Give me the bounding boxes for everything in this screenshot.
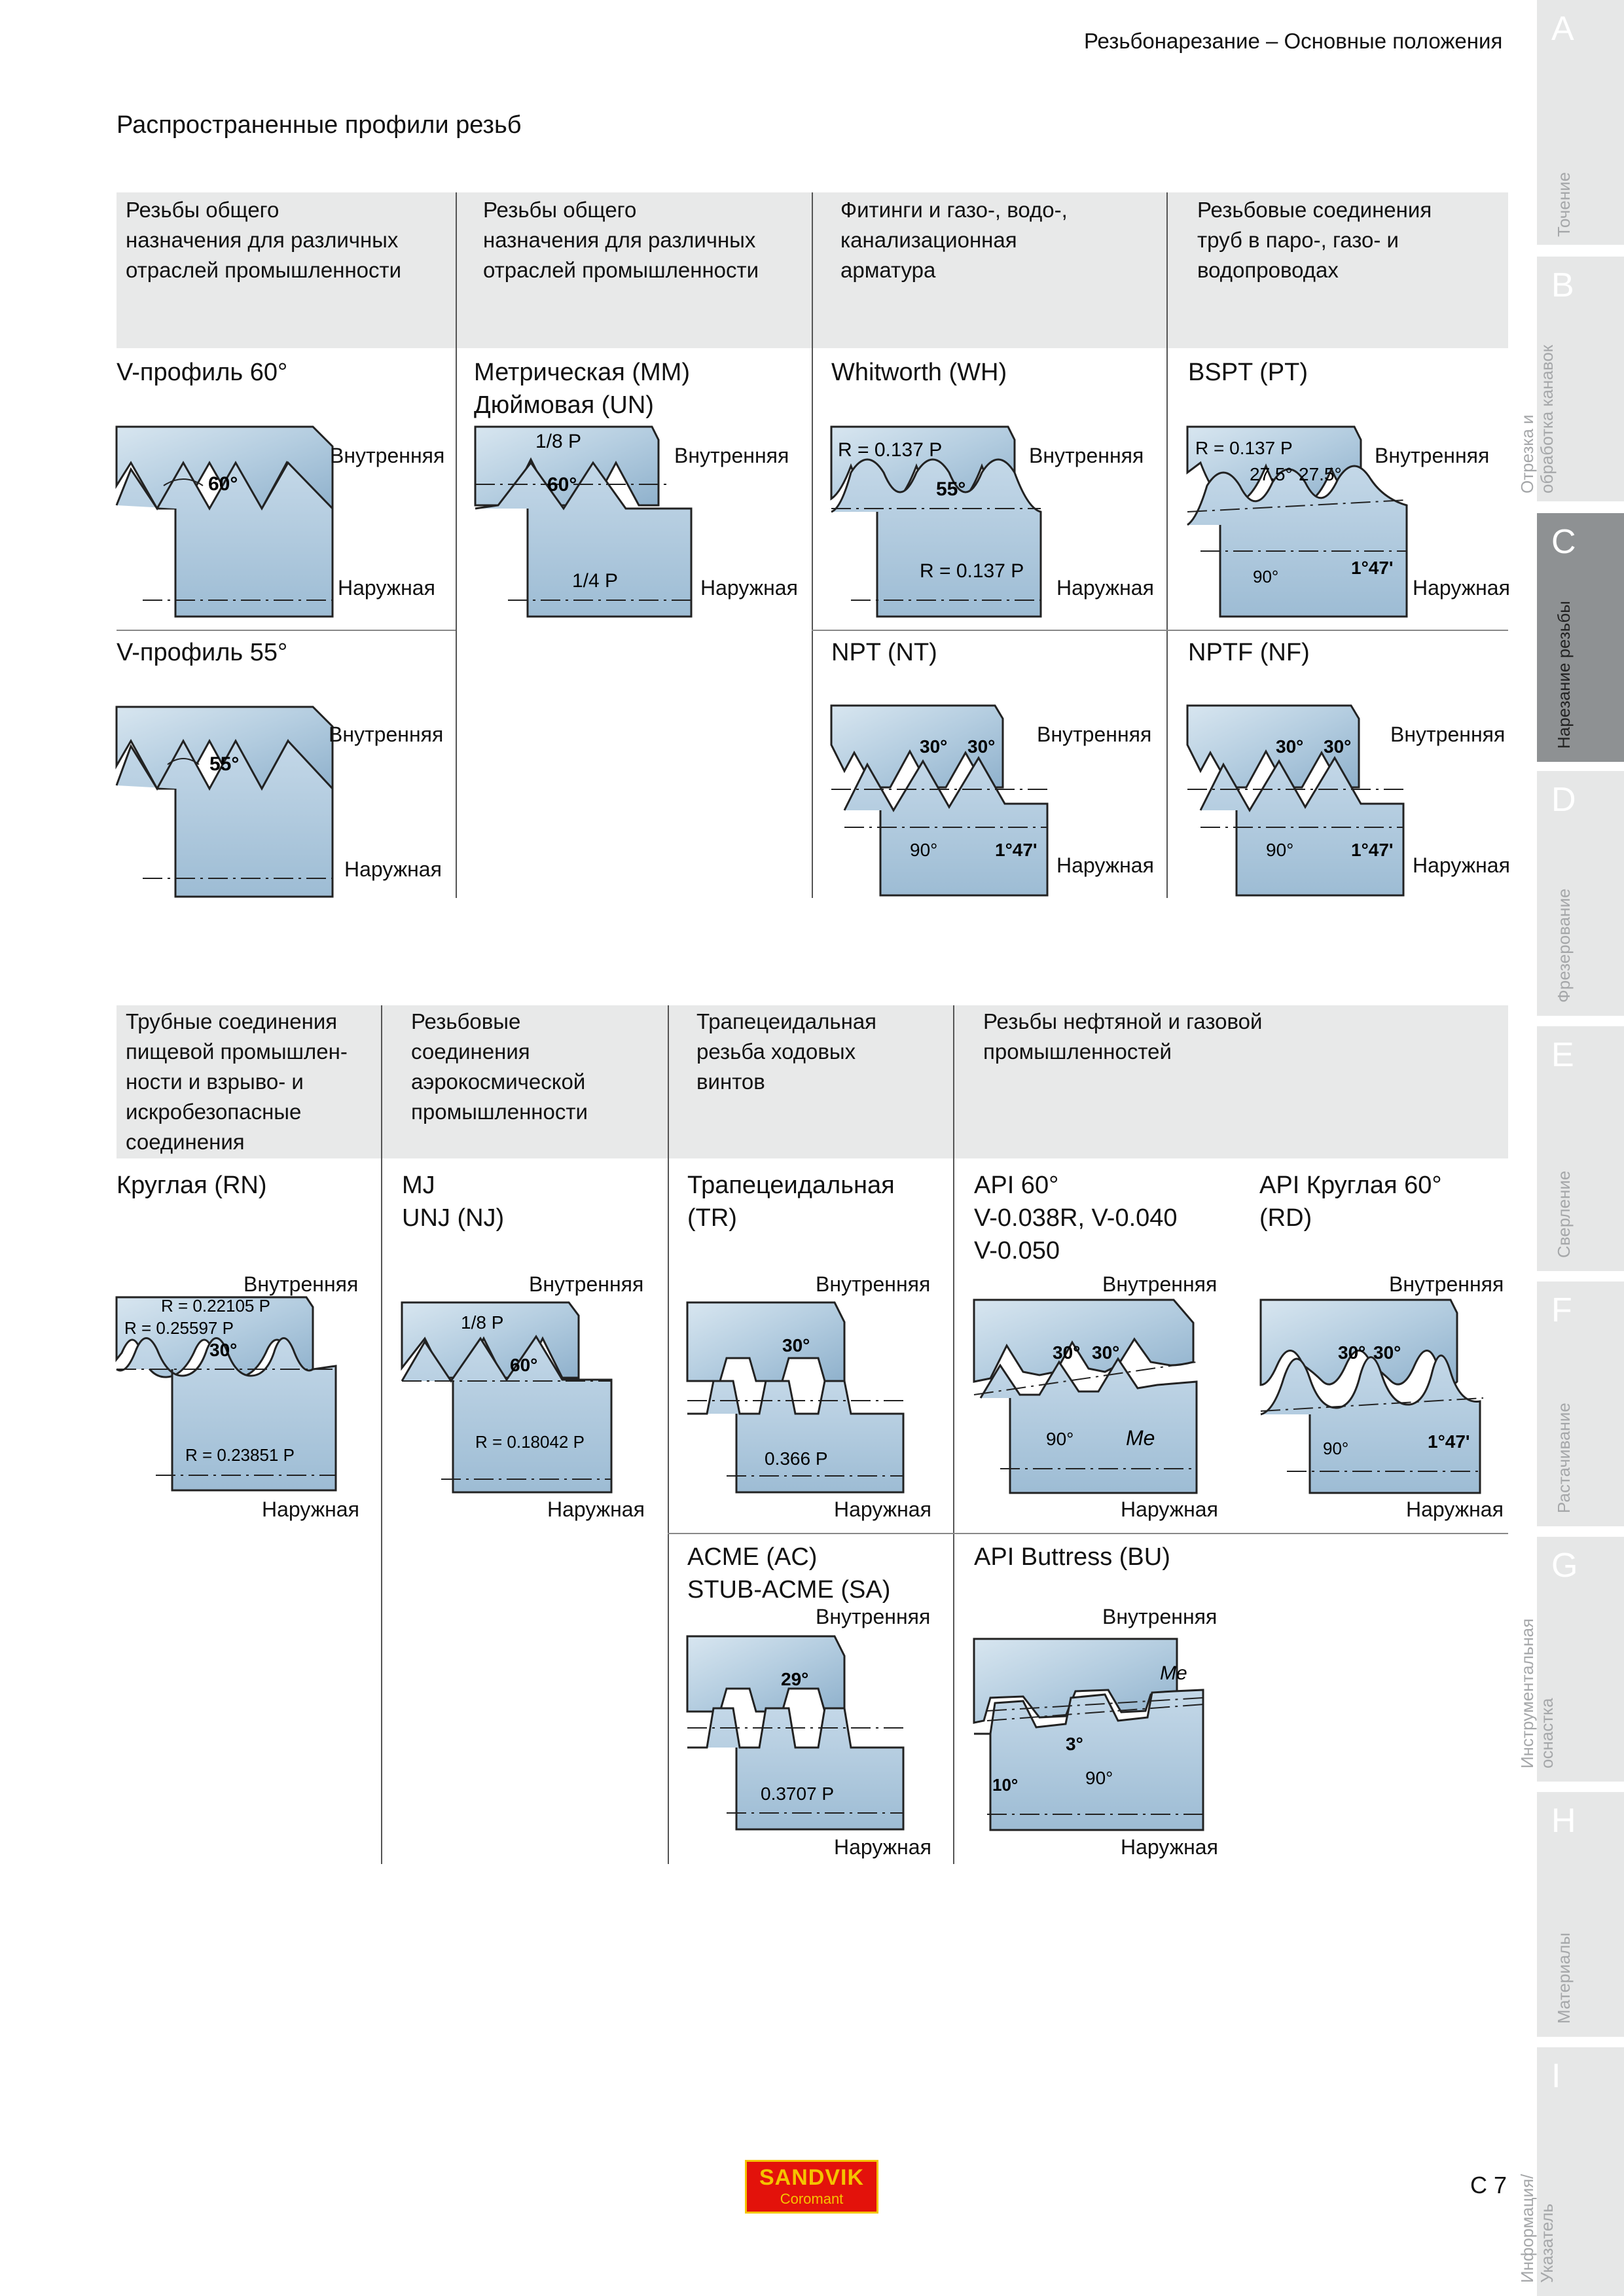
sidebar-letter: C [1551, 523, 1576, 561]
label-internal: Внутренняя [1375, 444, 1490, 467]
pitch-label: 1/8 P [535, 431, 582, 452]
row-divider [668, 1533, 1508, 1534]
radius-label: R = 0.137 P [838, 439, 943, 461]
sidebar-tab-f[interactable] [1537, 1282, 1624, 1526]
dimension-label: 0.366 P [765, 1448, 828, 1469]
angle-label: 55° [209, 753, 240, 775]
divider [381, 1005, 382, 1864]
label-external: Наружная [1413, 576, 1510, 600]
category-general-2: Резьбы общего назначения для различных отраслей промышленности [483, 198, 759, 282]
taper-label: 1°47' [1351, 558, 1394, 578]
angle-label: 90° [1266, 840, 1294, 860]
sidebar-tab-b[interactable] [1517, 257, 1624, 501]
divider [456, 192, 457, 898]
sidebar-label: Фрезерование [1554, 888, 1574, 1003]
sandvik-logo [745, 2160, 878, 2214]
label-internal: Внутренняя [674, 444, 789, 467]
sidebar-letter: B [1551, 266, 1574, 304]
profile-api-round-title: API Круглая 60° (RD) [1259, 1172, 1442, 1232]
divider [1166, 192, 1168, 898]
thread-diagram-round [117, 1297, 339, 1494]
sidebar-tab-c[interactable] [1537, 513, 1624, 762]
sidebar-letter: G [1551, 1547, 1578, 1585]
thread-diagram-npt [831, 706, 1054, 895]
sidebar-tab-d[interactable] [1537, 771, 1624, 1016]
sidebar-letter: A [1551, 10, 1574, 48]
angle-label: 30° [782, 1335, 810, 1355]
angle-label: 30° [1276, 736, 1304, 757]
radius-label: R = 0.25597 P [124, 1318, 234, 1338]
profile-nptf-title: NPTF (NF) [1188, 639, 1310, 666]
label-external: Наружная [1121, 1835, 1218, 1859]
label-external: Наружная [338, 576, 435, 600]
angle-label: 60° [510, 1355, 538, 1375]
angle-label: 30° [1338, 1342, 1366, 1363]
sidebar-label: Точение [1554, 171, 1574, 237]
label-internal: Внутренняя [330, 444, 445, 467]
label-internal: Внутренняя [816, 1272, 931, 1296]
thread-diagram-metric [475, 427, 698, 617]
thread-diagram-api-round [1261, 1300, 1483, 1496]
profile-api60-title: API 60° V-0.038R, V-0.040 V-0.050 [974, 1172, 1178, 1265]
pitch-label: 1/4 P [572, 570, 619, 592]
angle-label: 30° [1053, 1342, 1081, 1363]
thread-diagram-whitworth [831, 427, 1054, 617]
sidebar-letter: I [1551, 2057, 1561, 2095]
sidebar-label: Растачивание [1554, 1403, 1574, 1513]
profile-tr-title: Трапецеидальная (TR) [687, 1172, 895, 1232]
angle-label: 30° [209, 1340, 238, 1360]
angle-label: 60° [208, 473, 238, 495]
running-header: Резьбонарезание – Основные положения [1084, 29, 1503, 53]
taper-label: 1°47' [995, 840, 1038, 860]
label-internal: Внутренняя [244, 1272, 359, 1296]
label-internal: Внутренняя [529, 1272, 644, 1296]
label-internal: Внутренняя [1029, 444, 1144, 467]
category-pipe-joints: Резьбовые соединения труб в паро-, газо- и водопроводах [1197, 198, 1432, 282]
label-internal: Внутренняя [1037, 723, 1152, 746]
label-internal: Внутренняя [1102, 1605, 1218, 1628]
label-external: Наружная [1121, 1498, 1218, 1521]
category-oil-gas: Резьбы нефтяной и газовой промышленностей [983, 1009, 1263, 1064]
page-title: Распространенные профили резьб [117, 111, 522, 139]
label-external: Наружная [344, 857, 442, 881]
sidebar-tab-g[interactable] [1517, 1537, 1624, 1782]
radius-label: R = 0.23851 P [185, 1445, 295, 1465]
profile-buttress-title: API Buttress (BU) [974, 1543, 1170, 1571]
angle-label: 90° [910, 840, 938, 860]
me-label: Me [1160, 1662, 1187, 1684]
category-fittings: Фитинги и газо-, водо-, канализационная арматура [840, 198, 1068, 282]
sidebar-tab-h[interactable] [1537, 1792, 1624, 2037]
category-aerospace: Резьбовые соединения аэрокосмической промышленности [411, 1009, 588, 1124]
angle-label: 55° [936, 478, 966, 500]
sidebar-letter: H [1551, 1802, 1576, 1840]
angle-label: 27.5° [1299, 464, 1342, 484]
profile-npt-title: NPT (NT) [831, 639, 937, 666]
dimension-label: 0.3707 P [761, 1784, 835, 1804]
radius-label: R = 0.137 P [1195, 438, 1293, 458]
sidebar-tab-e[interactable] [1537, 1026, 1624, 1271]
divider [953, 1005, 954, 1864]
logo-subtext: Coromant [780, 2191, 844, 2207]
profile-mj-title: MJ UNJ (NJ) [402, 1172, 505, 1232]
angle-label: 60° [547, 474, 577, 495]
label-internal: Внутренняя [816, 1605, 931, 1628]
divider [812, 192, 813, 898]
thread-diagram-tr [687, 1302, 910, 1492]
logo-text: SANDVIK [759, 2165, 865, 2190]
me-label: Me [1126, 1426, 1155, 1450]
sidebar-letter: D [1551, 781, 1576, 819]
angle-label: 90° [1085, 1768, 1113, 1788]
radius-label: R = 0.22105 P [161, 1296, 270, 1316]
pitch-label: 1/8 P [461, 1312, 504, 1333]
sidebar-label: Инструментальная оснастка [1517, 1618, 1557, 1768]
angle-label: 30° [1373, 1342, 1401, 1363]
thread-diagram-buttress [974, 1639, 1210, 1835]
thread-diagram-nptf [1187, 706, 1410, 895]
taper-label: 1°47' [1351, 840, 1394, 860]
angle-label: 30° [967, 736, 996, 757]
sidebar-label: Материалы [1554, 1932, 1574, 2024]
radius-label: R = 0.137 P [920, 560, 1024, 582]
label-external: Наружная [834, 1835, 931, 1859]
radius-label: R = 0.18042 P [475, 1432, 585, 1452]
taper-label: 1°47' [1428, 1431, 1470, 1452]
angle-label: 90° [1253, 567, 1279, 586]
profile-round-title: Круглая (RN) [117, 1172, 267, 1199]
sidebar-tab-a[interactable] [1537, 0, 1624, 245]
label-external: Наружная [1413, 853, 1510, 877]
sidebar-letter: F [1551, 1291, 1572, 1329]
label-internal: Внутренняя [1390, 723, 1506, 746]
profile-bspt-title: BSPT (PT) [1188, 359, 1308, 386]
angle-label: 30° [1092, 1342, 1120, 1363]
sidebar-label: Отрезка и обработка канавок [1517, 344, 1557, 493]
angle-label: 30° [920, 736, 948, 757]
label-external: Наружная [262, 1498, 359, 1521]
category-general-1: Резьбы общего назначения для различных отраслей промышленности [126, 198, 402, 282]
label-external: Наружная [1056, 853, 1154, 877]
profile-v55-title: V-профиль 55° [117, 639, 288, 666]
label-external: Наружная [834, 1498, 931, 1521]
label-external: Наружная [547, 1498, 645, 1521]
angle-label: 90° [1323, 1439, 1349, 1458]
category-lead-screws: Трапецеидальная резьба ходовых винтов [696, 1009, 877, 1094]
angle-label: 10° [992, 1775, 1019, 1795]
row-divider [812, 630, 1508, 631]
angle-label: 90° [1046, 1429, 1074, 1449]
label-internal: Внутренняя [329, 723, 444, 746]
sidebar-label: Сверление [1554, 1170, 1574, 1258]
profile-acme-title: ACME (AC) STUB-ACME (SA) [687, 1543, 891, 1604]
angle-label: 27.5° [1250, 464, 1293, 484]
label-external: Наружная [700, 576, 798, 600]
divider [668, 1005, 669, 1864]
label-internal: Внутренняя [1389, 1272, 1504, 1296]
category-food-industry: Трубные соединения пищевой промышлен- ности и взрыво- и искробезопасные соединения [126, 1009, 348, 1154]
thread-diagram-v60 [117, 427, 339, 617]
profile-whitworth-title: Whitworth (WH) [831, 359, 1007, 386]
sidebar-tab-i[interactable] [1517, 2047, 1624, 2296]
thread-diagram-api60 [974, 1300, 1203, 1496]
profile-metric-title: Метрическая (MM) Дюймовая (UN) [474, 359, 690, 419]
sidebar-letter: E [1551, 1036, 1574, 1074]
label-external: Наружная [1056, 576, 1154, 600]
sidebar-label: Информация/ Указатель [1517, 2174, 1557, 2283]
row-divider [117, 630, 456, 631]
thread-diagram-v55 [117, 707, 339, 897]
angle-label: 29° [781, 1669, 809, 1689]
page-number: C 7 [1470, 2172, 1507, 2198]
thread-diagram-mj [402, 1302, 624, 1492]
thread-diagram-acme [687, 1636, 910, 1833]
angle-label: 3° [1066, 1734, 1083, 1754]
label-internal: Внутренняя [1102, 1272, 1218, 1296]
angle-label: 30° [1324, 736, 1352, 757]
profile-v60-title: V-профиль 60° [117, 359, 288, 386]
sidebar-label: Нарезание резьбы [1554, 601, 1574, 749]
label-external: Наружная [1406, 1498, 1504, 1521]
